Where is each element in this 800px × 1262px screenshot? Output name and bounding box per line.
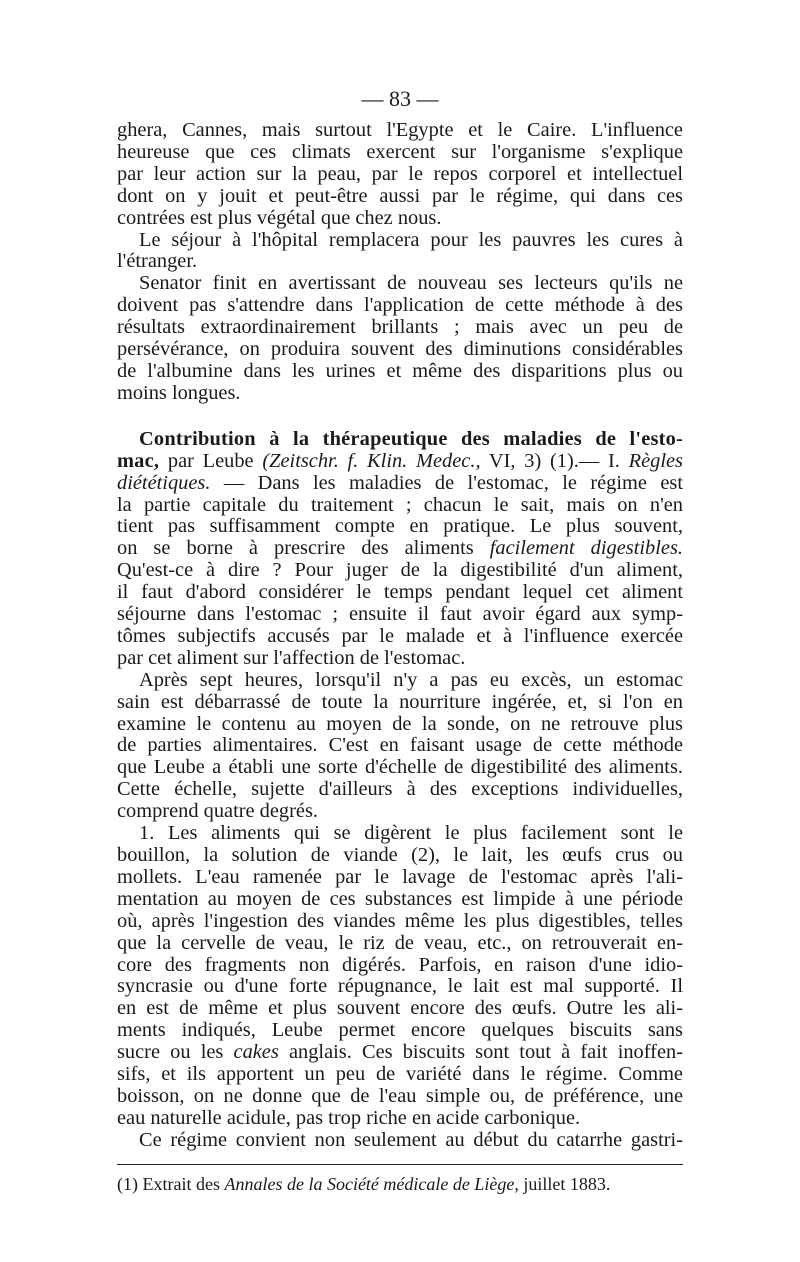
text-line: que la cervelle de veau, le riz de veau, etc., on retrouverait en- — [117, 931, 683, 954]
text-line: sifs, et ils apportent un peu de variété dans le régime. Comme — [117, 1063, 683, 1086]
text-line: heureuse que ces climats exercent sur l'organisme s'explique — [117, 140, 683, 163]
text-line — [117, 1042, 683, 1064]
paragraph-degree-one — [117, 823, 683, 1130]
article-heading: Contribution à la thérapeutique des maladies de l'esto- — [139, 427, 683, 450]
footnote-source: Annales de la Société médicale de Liège, — [224, 1173, 519, 1194]
text-line: examine le contenu au moyen de la sonde, on ne retrouve plus — [117, 712, 683, 735]
section-gap — [117, 405, 683, 429]
text-line: il faut d'abord considérer le temps pendant lequel cet aliment — [117, 581, 683, 604]
footnote-divider — [117, 1164, 683, 1165]
text-line — [117, 429, 683, 451]
text-line: ghera, Cannes, mais surtout l'Egypte et le Caire. L'influence — [117, 119, 683, 141]
text-line: de parties alimentaires. C'est en faisant usage de cette méthode — [117, 734, 683, 757]
text-line — [117, 473, 683, 495]
paragraph-climates — [117, 120, 683, 230]
text-line: Le séjour à l'hôpital remplacera pour les pauvres les cures à — [139, 228, 683, 251]
text-line: que Leube a établi une sorte d'échelle de digestibilité des aliments. — [117, 756, 683, 779]
emphasis-cakes: cakes — [233, 1041, 279, 1064]
text-line: sain est débarrassé de toute la nourriture ingérée, et, si l'on en — [117, 690, 683, 713]
text-fragment: sucre ou les — [117, 1041, 234, 1064]
footnote-date: juillet 1883. — [518, 1173, 611, 1194]
intro-text: — Dans les maladies de l'estomac, le régime est — [210, 471, 683, 494]
text-line: par cet aliment sur l'affection de l'estomac. — [117, 646, 466, 669]
text-line: séjourne dans l'estomac ; ensuite il faut avoir égard aux symp- — [117, 603, 683, 626]
text-line: comprend quatre degrés. — [117, 800, 318, 823]
text-line — [117, 451, 683, 473]
text-line: Senator finit en avertissant de nouveau ses lecteurs qu'ils ne — [139, 272, 683, 295]
text-line: tômes subjectifs accusés par le malade et à l'influence exercée — [117, 624, 683, 647]
emphasis-digestibles: facilement digestibles. — [489, 537, 684, 560]
text-line: mentation au moyen de ces substances est limpide à une période — [117, 887, 683, 910]
rules-title-end: diététiques. — [117, 471, 211, 494]
journal-ref: VI, 3) (1).— I. — [480, 449, 629, 472]
text-line: syncrasie ou d'une forte répugnance, le lait est mal supporté. Il — [117, 975, 683, 998]
text-fragment: anglais. Ces biscuits sont tout à fait inoffen- — [278, 1041, 683, 1064]
text-line: par leur action sur la peau, par le repos corporel et intellectuel — [117, 162, 683, 185]
text-line: de l'albumine dans les urines et même des disparitions plus ou — [117, 359, 683, 382]
footnote-text: (1) Extrait des — [117, 1173, 225, 1194]
text-line: doivent pas s'attendre dans l'application de cette méthode à des — [117, 294, 683, 317]
text-line: où, après l'ingestion des viandes même les plus digestibles, telles — [117, 909, 683, 932]
text-fragment: on se borne à prescrire des aliments — [117, 537, 490, 560]
article-intro — [117, 429, 683, 670]
paragraph-regime — [117, 1130, 683, 1152]
text-line: persévérance, on produira souvent des diminutions considérables — [117, 338, 683, 361]
journal-citation: (Zeitschr. f. Klin. Medec., — [262, 449, 481, 472]
text-line: tient pas suffisamment compte en pratique. Le plus souvent, — [117, 515, 683, 538]
author-text: par Leube — [159, 449, 263, 472]
text-line: Cette échelle, sujette d'ailleurs à des exceptions individuelles, — [117, 778, 683, 801]
text-line: mollets. L'eau ramenée par le lavage de l'estomac après l'ali- — [117, 865, 683, 888]
page-number: — 83 — — [361, 86, 439, 111]
text-line: Après sept heures, lorsqu'il n'y a pas eu excès, un estomac — [139, 668, 683, 691]
text-line: la partie capitale du traitement ; chacun le sait, mais on n'en — [117, 493, 683, 516]
text-line: Ce régime convient non seulement au début du catarrhe gastri- — [139, 1128, 683, 1151]
text-line: en est de même et plus souvent encore des œufs. Outre les ali- — [117, 997, 683, 1020]
text-line: boisson, on ne donne que de l'eau simple ou, de préférence, une — [117, 1084, 683, 1107]
text-line: dont on y jouit et peut-être aussi par le régime, qui dans ces — [117, 184, 683, 207]
paragraph-senator — [117, 273, 683, 404]
text-line: 1. Les aliments qui se digèrent le plus facilement sont le — [139, 822, 683, 845]
text-line: bouillon, la solution de viande (2), le lait, les œufs crus ou — [117, 844, 683, 866]
text-line: Qu'est-ce à dire ? Pour juger de la digestibilité d'un aliment, — [117, 559, 683, 582]
article-heading-end: mac, — [117, 449, 160, 472]
text-line: résultats extraordinairement brillants ; mais avec un peu de — [117, 316, 683, 339]
paragraph-apres — [117, 670, 683, 823]
paragraph-hospital — [117, 230, 683, 274]
text-line: eau naturelle acidule, pas trop riche en acide carbonique. — [117, 1106, 581, 1129]
book-page — [117, 84, 683, 1195]
rules-title: Règles — [628, 449, 683, 472]
text-line: l'étranger. — [117, 250, 198, 273]
text-line: ments indiqués, Leube permet encore quelques biscuits sans — [117, 1019, 683, 1042]
text-line: contrées est plus végétal que chez nous. — [117, 206, 442, 229]
text-line: core des fragments non digérés. Parfois, en raison d'une idio- — [117, 953, 683, 976]
text-line: moins longues. — [117, 381, 241, 404]
text-line — [117, 538, 683, 560]
footnote — [117, 1173, 683, 1195]
